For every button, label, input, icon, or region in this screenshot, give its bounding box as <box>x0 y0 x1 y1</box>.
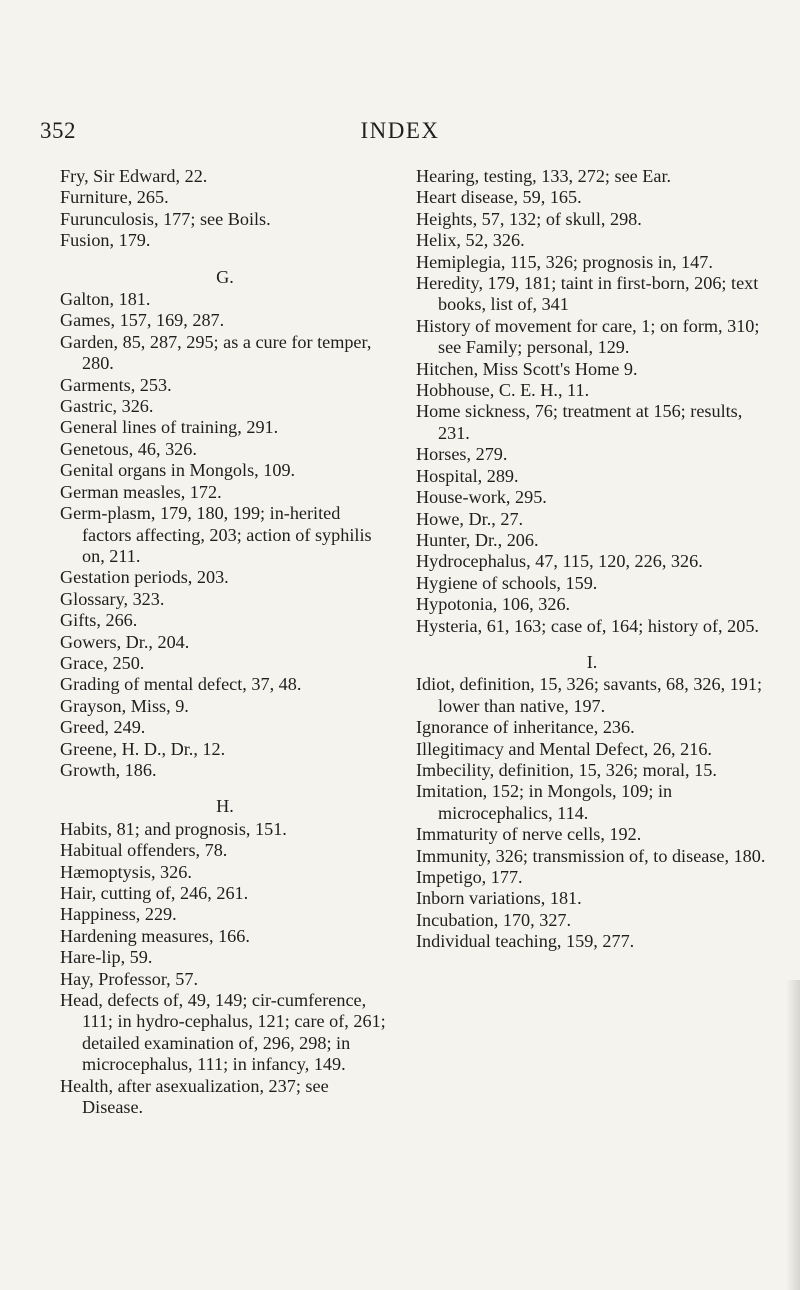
index-entry: Happiness, 229. <box>60 904 177 925</box>
index-entry: Gowers, Dr., 204. <box>60 631 190 652</box>
section-letter-heading: I. <box>586 651 598 672</box>
section-spacer <box>60 781 390 790</box>
index-entry: Hemiplegia, 115, 326; prognosis in, 147. <box>416 251 713 272</box>
section-spacer <box>60 252 390 261</box>
page-title: INDEX <box>360 118 440 143</box>
index-entry: Hygiene of schools, 159. <box>416 572 598 593</box>
index-entry: General lines of training, 291. <box>60 417 279 438</box>
index-entry: Head, defects of, 49, 149; cir-cumference, 111; in hydro-cephalus, 121; care of, 261; detailed examination of, 296, 298; in microcephalus, 111; in infancy, 149. <box>60 990 386 1075</box>
index-entry: Heights, 57, 132; of skull, 298. <box>416 208 642 229</box>
index-entry: Garden, 85, 287, 295; as a cure for temper, 280. <box>60 331 372 374</box>
index-entry: Games, 157, 169, 287. <box>60 310 225 331</box>
index-entry: Hypotonia, 106, 326. <box>416 594 571 615</box>
index-entry: Grace, 250. <box>60 652 145 673</box>
index-entry: Heredity, 179, 181; taint in first-born, 206; text books, list of, 341 <box>416 273 759 315</box>
index-entry: Glossary, 323. <box>60 588 165 609</box>
index-entry: Gestation periods, 203. <box>60 567 229 588</box>
page-number: 352 <box>40 118 76 143</box>
index-entry: Horses, 279. <box>416 444 508 465</box>
index-entry: Imitation, 152; in Mongols, 109; in microcephalics, 114. <box>416 781 673 823</box>
index-entry: Heart disease, 59, 165. <box>416 187 582 208</box>
index-entry: Habitual offenders, 78. <box>60 840 228 861</box>
index-entry: Inborn variations, 181. <box>416 888 582 909</box>
index-entry: Howe, Dr., 27. <box>416 508 524 529</box>
index-entry: Incubation, 170, 327. <box>416 909 572 930</box>
page-edge-shadow <box>786 980 800 1290</box>
index-entry: House-work, 295. <box>416 487 547 508</box>
index-entry: Hydrocephalus, 47, 115, 120, 226, 326. <box>416 551 703 572</box>
index-column-left <box>60 166 390 1118</box>
index-entry: Germ-plasm, 179, 180, 199; in-herited factors affecting, 203; action of syphilis on, 211. <box>60 503 372 566</box>
index-entry: Hare-lip, 59. <box>60 947 153 968</box>
index-entry: Garments, 253. <box>60 374 172 395</box>
index-entry: Furunculosis, 177; see Boils. <box>60 208 271 229</box>
index-entry: Hay, Professor, 57. <box>60 968 199 989</box>
index-entry: Imbecility, definition, 15, 326; moral, 15. <box>416 759 717 780</box>
index-entry: Hair, cutting of, 246, 261. <box>60 883 249 903</box>
page-header <box>0 118 800 148</box>
index-entry: Ignorance of inheritance, 236. <box>416 717 635 738</box>
index-entry: Hunter, Dr., 206. <box>416 529 539 550</box>
index-entry: Furniture, 265. <box>60 187 169 208</box>
index-entry: Hæmoptysis, 326. <box>60 861 192 882</box>
index-entry: Helix, 52, 326. <box>416 230 525 251</box>
index-entry: Hysteria, 61, 163; case of, 164; history of, 205. <box>416 615 759 636</box>
section-letter-heading: H. <box>216 796 234 817</box>
index-entry: Illegitimacy and Mental Defect, 26, 216. <box>416 738 712 759</box>
index-entry: Hardening measures, 166. <box>60 925 250 946</box>
index-entry: Home sickness, 76; treatment at 156; results, 231. <box>416 401 743 443</box>
index-entry: Hospital, 289. <box>416 465 519 486</box>
section-spacer <box>416 637 768 646</box>
index-entry: Gifts, 266. <box>60 610 138 631</box>
index-entry: Genital organs in Mongols, 109. <box>60 460 296 481</box>
index-entry: Fry, Sir Edward, 22. <box>60 166 208 186</box>
index-entry: Fusion, 179. <box>60 230 151 251</box>
index-entry: Idiot, definition, 15, 326; savants, 68, 326, 191; lower than native, 197. <box>416 674 763 716</box>
index-entry: Greene, H. D., Dr., 12. <box>60 738 226 759</box>
index-entry: Habits, 81; and prognosis, 151. <box>60 818 287 839</box>
index-column-right <box>416 166 768 953</box>
index-entry: Hobhouse, C. E. H., 11. <box>416 380 590 401</box>
index-entry: Genetous, 46, 326. <box>60 438 197 459</box>
index-entry: Galton, 181. <box>60 289 151 310</box>
index-entry: German measles, 172. <box>60 481 222 502</box>
index-entry: Grading of mental defect, 37, 48. <box>60 674 302 695</box>
index-entry: History of movement for care, 1; on form, 310; see Family; personal, 129. <box>416 315 760 358</box>
section-letter-heading: G. <box>216 266 234 287</box>
index-entry: Hearing, testing, 133, 272; see Ear. <box>416 166 672 186</box>
index-entry: Immunity, 326; transmission of, to disease, 180. <box>416 845 766 866</box>
index-entry: Hitchen, Miss Scott's Home 9. <box>416 358 638 379</box>
index-entry: Health, after asexualization, 237; see Disease. <box>60 1075 329 1118</box>
index-entry: Immaturity of nerve cells, 192. <box>416 824 642 845</box>
index-entry: Individual teaching, 159, 277. <box>416 931 635 952</box>
index-entry: Greed, 249. <box>60 717 146 738</box>
index-entry: Gastric, 326. <box>60 396 154 417</box>
index-entry: Growth, 186. <box>60 759 157 780</box>
index-entry: Impetigo, 177. <box>416 867 523 887</box>
index-entry: Grayson, Miss, 9. <box>60 695 189 716</box>
